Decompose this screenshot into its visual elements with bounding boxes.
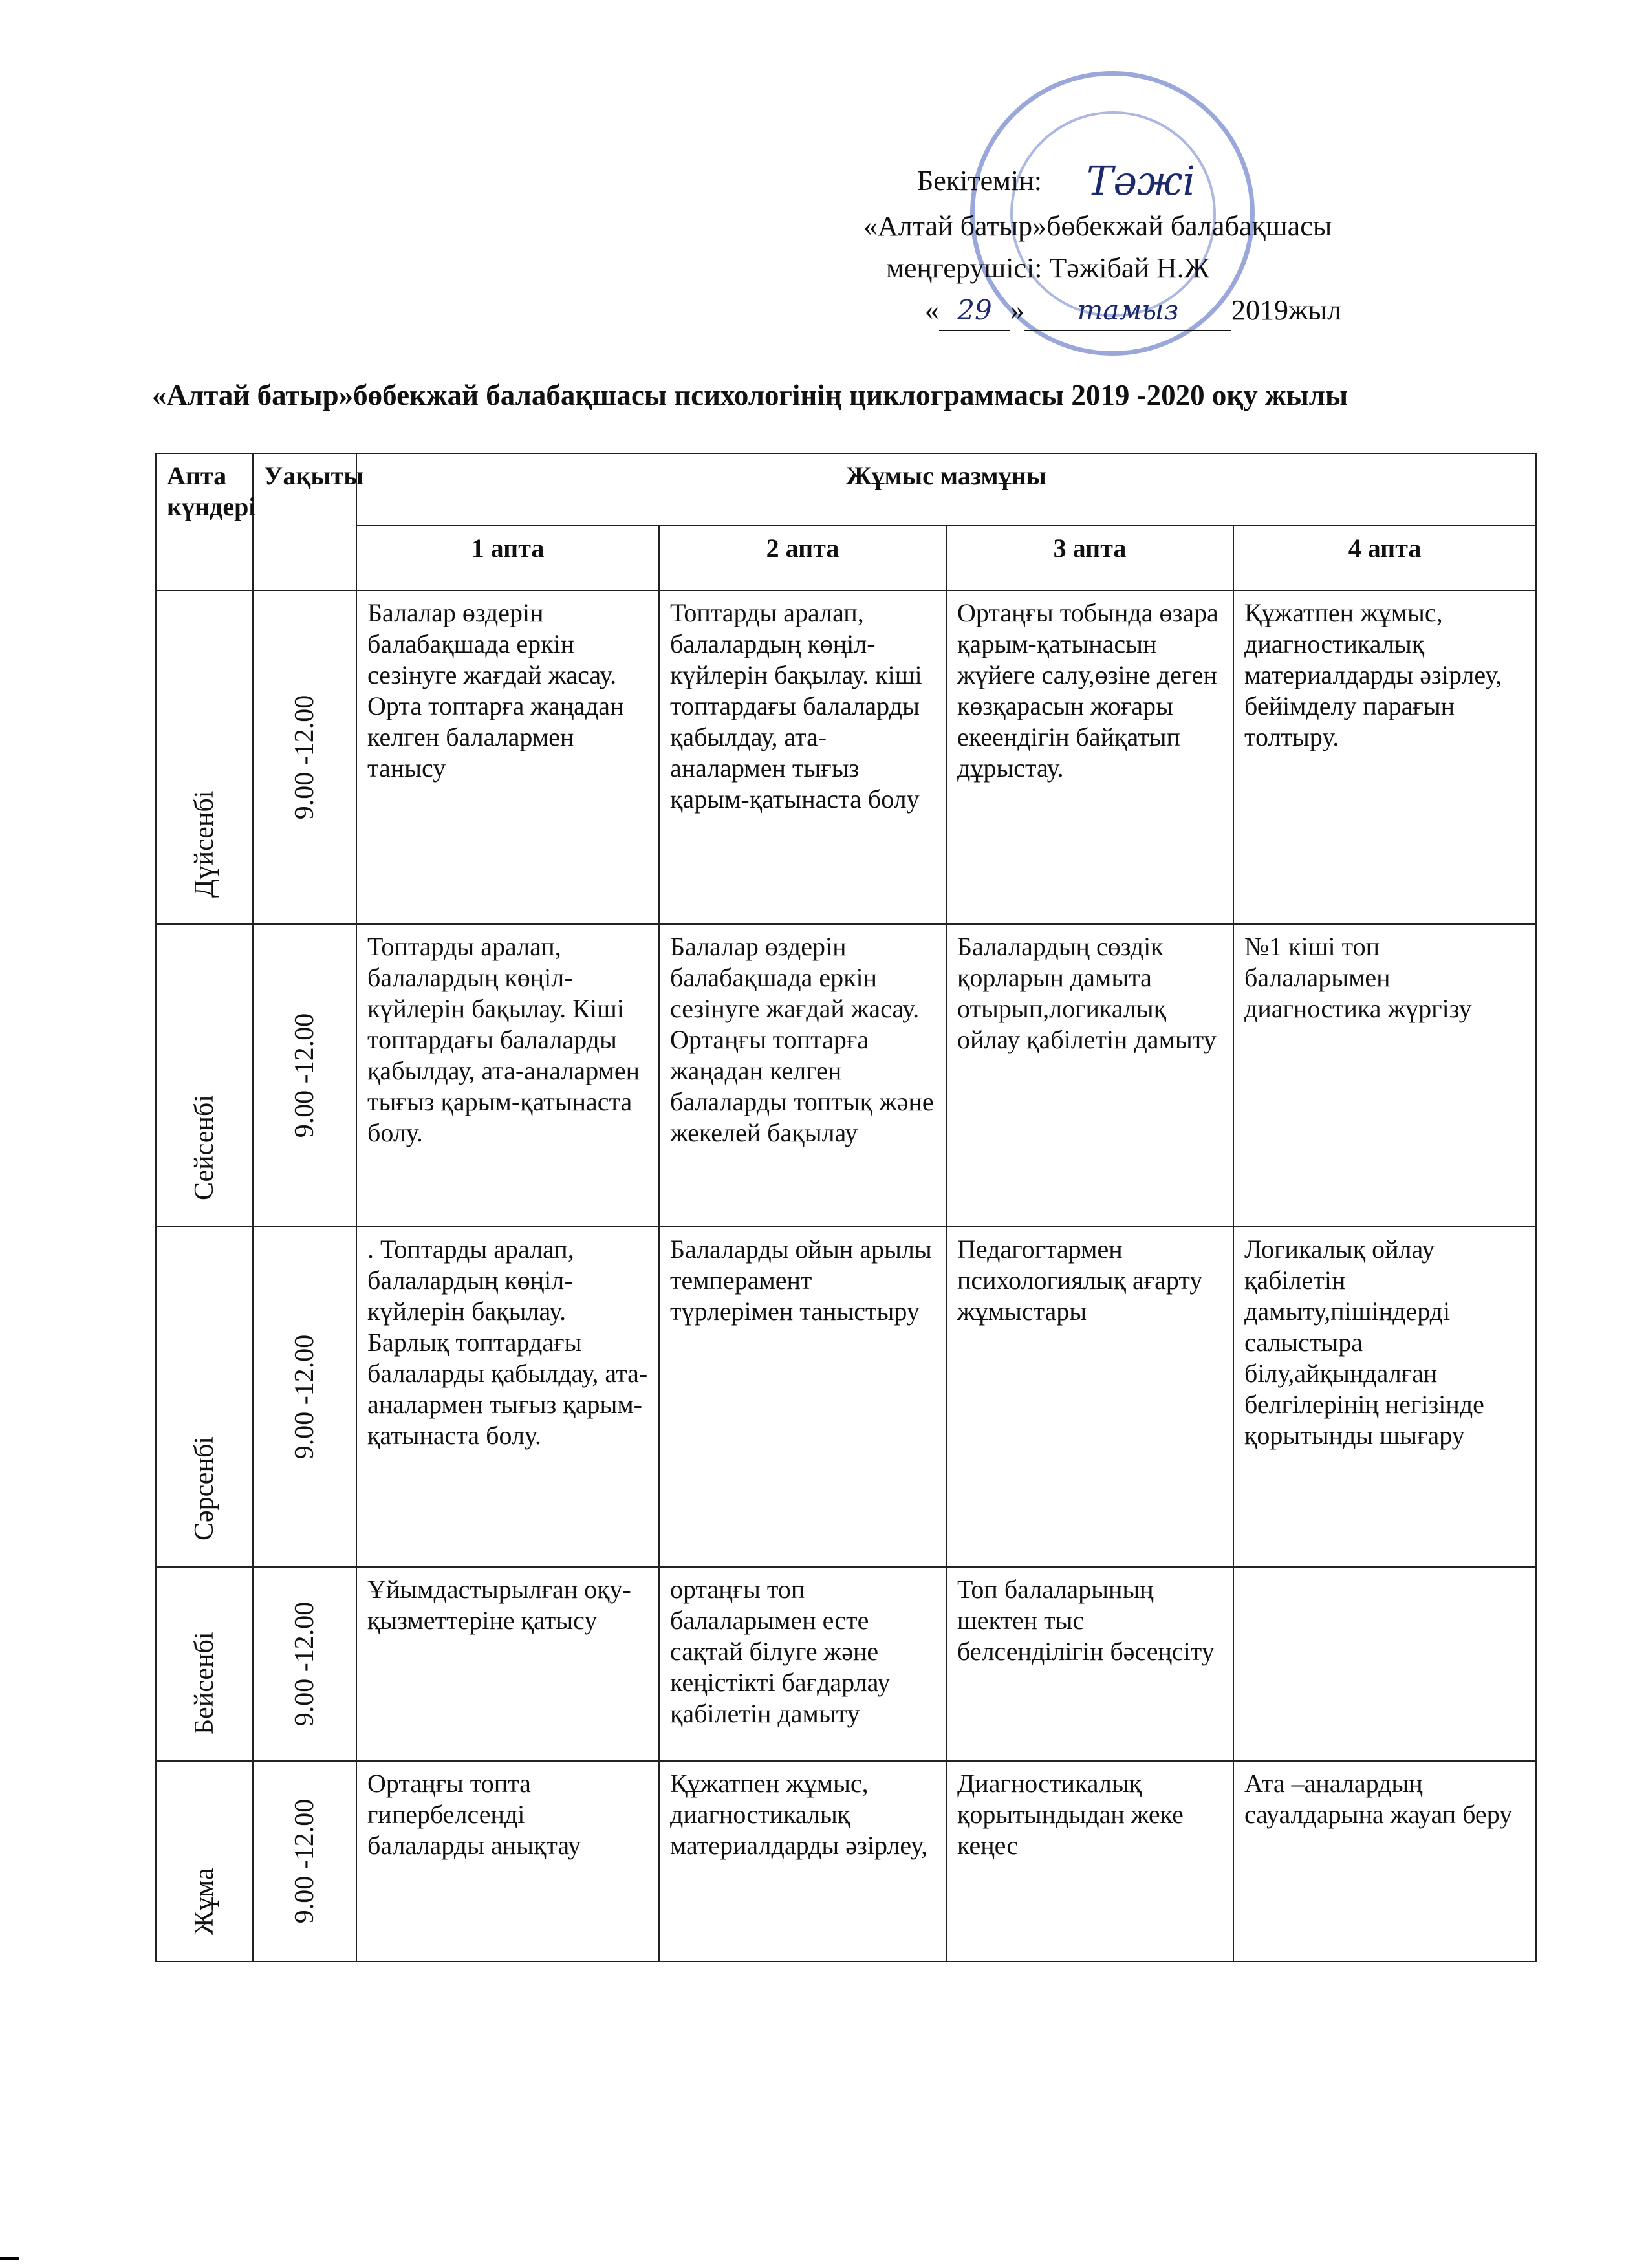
approval-director: меңгерушісі: Тәжібай Н.Ж	[886, 252, 1210, 284]
time-label: 9.00 -12.00	[290, 1013, 319, 1138]
day-cell	[156, 1567, 253, 1761]
time-cell	[253, 924, 356, 1227]
cyclogram-table	[155, 453, 1537, 1962]
table-row	[156, 1761, 1536, 1961]
header-content: Жұмыс мазмұны	[356, 453, 1536, 526]
week-3-cell: Ортаңғы тобында өзара қарым-қатынасын жүйеге салу,өзіне деген көзқарасын жоғары екеендігін байқатып дұрыстау.	[946, 590, 1233, 924]
week-3-cell: Педагогтармен психологиялық ағарту жұмыстары	[946, 1227, 1233, 1567]
day-cell	[156, 1761, 253, 1961]
day-cell	[156, 924, 253, 1227]
header-week-1: 1 апта	[356, 526, 659, 590]
approval-signature: Тәжі	[1087, 157, 1196, 204]
time-cell	[253, 1227, 356, 1567]
week-3-cell: Балалардың сөздік қорларын дамыта отырып,логикалық ойлау қабілетін дамыту	[946, 924, 1233, 1227]
week-2-cell: ортаңғы топ балаларымен есте сақтай білуге және кеңістікті бағдарлау қабілетін дамыту	[659, 1567, 946, 1761]
date-open-quote: «	[925, 294, 939, 326]
week-2-cell: Балалар өздерін балабақшада еркін сезінуге жағдай жасау. Ортаңғы топтарға жаңадан келген балаларды топтық және жекелей бақылау	[659, 924, 946, 1227]
header-time: Уақыты	[253, 453, 356, 590]
week-2-cell: Топтарды аралап, балалардың көңіл-күйлерін бақылау. кіші топтардағы балаларды қабылдау, ата-аналармен тығыз қарым-қатынаста болу	[659, 590, 946, 924]
table-row	[156, 1227, 1536, 1567]
time-label: 9.00 -12.00	[290, 695, 319, 820]
table-row	[156, 590, 1536, 924]
week-1-cell: Топтарды аралап, балалардың көңіл-күйлерін бақылау. Кіші топтардағы балаларды қабылдау, ата-аналармен тығыз қарым-қатынаста болу.	[356, 924, 659, 1227]
week-4-cell: Логикалық ойлау қабілетін дамыту,пішіндерді салыстыра білу,айқындалған белгілерінің негізінде қорытынды шығару	[1233, 1227, 1536, 1567]
day-cell	[156, 1227, 253, 1567]
approval-date-month: тамыз	[1024, 291, 1231, 331]
day-label: Сейсенбі	[189, 1095, 219, 1200]
week-4-cell: Ата –аналардың сауалдарына жауап беру	[1233, 1761, 1536, 1961]
day-label: Бейсенбі	[189, 1632, 219, 1734]
scan-edge-mark	[0, 2257, 19, 2260]
time-cell	[253, 1761, 356, 1961]
day-label: Дүйсенбі	[189, 790, 219, 898]
week-3-cell: Диагностикалық қорытындыдан жеке кеңес	[946, 1761, 1233, 1961]
time-label: 9.00 -12.00	[290, 1334, 319, 1460]
time-cell	[253, 590, 356, 924]
time-cell	[253, 1567, 356, 1761]
week-4-cell	[1233, 1567, 1536, 1761]
date-close-quote: »	[1010, 294, 1024, 326]
week-2-cell: Құжатпен жұмыс, диагностикалық материалдарды әзірлеу,	[659, 1761, 946, 1961]
week-4-cell: Құжатпен жұмыс, диагностикалық материалдарды әзірлеу, бейімделу парағын толтыру.	[1233, 590, 1536, 924]
week-1-cell: Ортаңғы топта гипербелсенді балаларды анықтау	[356, 1761, 659, 1961]
page-title: «Алтай батыр»бөбекжай балабақшасы психологінің циклограммасы 2019 -2020 оқу жылы	[152, 379, 1348, 411]
header-day: Апта күндері	[156, 453, 253, 590]
time-label: 9.00 -12.00	[290, 1601, 319, 1727]
table-row	[156, 1567, 1536, 1761]
approval-label: Бекітемін:	[917, 165, 1042, 197]
approval-date-year: 2019жыл	[1231, 294, 1341, 326]
time-label: 9.00 -12.00	[290, 1798, 319, 1924]
day-cell	[156, 590, 253, 924]
week-1-cell: Ұйымдастырылған оқу- қызметтеріне қатысу	[356, 1567, 659, 1761]
header-week-2: 2 апта	[659, 526, 946, 590]
day-label: Жұма	[189, 1868, 219, 1935]
week-1-cell: Балалар өздерін балабақшада еркін сезінуге жағдай жасау. Орта топтарға жаңадан келген балалармен танысу	[356, 590, 659, 924]
header-week-4: 4 апта	[1233, 526, 1536, 590]
table-row	[156, 924, 1536, 1227]
header-week-3: 3 апта	[946, 526, 1233, 590]
week-4-cell: №1 кіші топ балаларымен диагностика жүргізу	[1233, 924, 1536, 1227]
week-1-cell: . Топтарды аралап, балалардың көңіл-күйлерін бақылау. Барлық топтардағы балаларды қабылдау, ата-аналармен тығыз қарым-қатынаста болу.	[356, 1227, 659, 1567]
week-3-cell: Топ балаларының шектен тыс белсенділігін бәсеңсіту	[946, 1567, 1233, 1761]
approval-date-day: 29	[939, 291, 1010, 331]
week-2-cell: Балаларды ойын арылы темперамент түрлерімен таныстыру	[659, 1227, 946, 1567]
approval-organization: «Алтай батыр»бөбекжай балабақшасы	[863, 210, 1332, 242]
day-label: Сәрсенбі	[189, 1436, 219, 1540]
